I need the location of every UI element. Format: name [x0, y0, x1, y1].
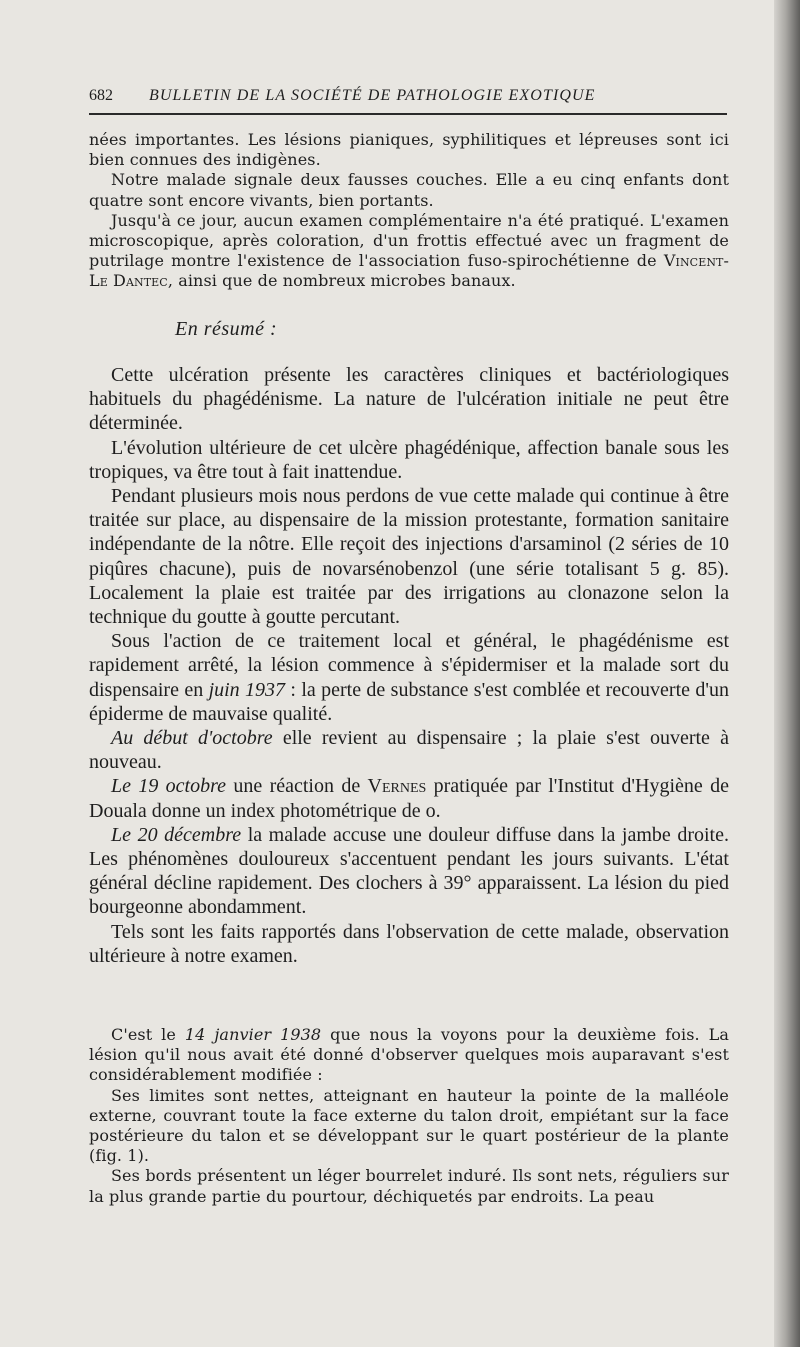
paragraph	[89, 726, 729, 774]
paragraph	[89, 130, 729, 170]
page-number: 682	[89, 87, 113, 104]
page-header	[89, 87, 729, 111]
date-reference: Le 20 décembre	[111, 823, 242, 846]
summary-section	[89, 363, 729, 968]
paragraph-text: Ses limites sont nettes, atteignant en hauteur la pointe de la malléole externe, couvrant toute la face externe du talon droit, empiétant sur la face postérieure du talon et se développant sur le quart postérieur de la plante (fig. 1).	[89, 1085, 729, 1166]
paragraph-text: L'évolution ultérieure de cet ulcère phagédénique, affection banale sous les tropiques, va être tout à fait inattendue.	[89, 436, 729, 483]
running-title: BULLETIN DE LA SOCIÉTÉ DE PATHOLOGIE EXOTIQUE	[149, 87, 596, 104]
paragraph	[89, 1025, 729, 1086]
author-name: Vernes	[367, 775, 427, 798]
paragraph-text: nées importantes. Les lésions pianiques, syphilitiques et lépreuses sont ici bien connues des indigènes.	[89, 130, 729, 170]
paragraph-text: Pendant plusieurs mois nous perdons de vue cette malade qui continue à être traitée sur place, au dispensaire de la mission protestante, formation sanitaire indépendante de la nôtre. Elle reçoit des injections d'arsaminol (2 séries de 10 piqûres chacune), puis de novarsénobenzol (une série totalisant 5 g. 85). Localement la plaie est traitée par des irrigations au clonazone selon la technique du goutte à goutte percutant.	[89, 485, 729, 629]
page-edge-shadow	[774, 0, 800, 1347]
paragraph	[89, 1086, 729, 1167]
paragraph	[89, 484, 729, 629]
paragraph-text: , ainsi que de nombreux microbes banaux.	[167, 271, 516, 291]
intro-section	[89, 130, 729, 292]
paragraph-text: que nous la voyons pour la deuxième fois. La lésion qu'il nous avait été donné d'observer quelques mois auparavant s'est considérablement modifiée :	[89, 1025, 729, 1085]
date-reference: Au début d'octobre	[111, 727, 273, 750]
paragraph-text: Jusqu'à ce jour, aucun examen complémentaire n'a été pratiqué. L'examen microscopique, après coloration, d'un frottis effectué avec un fragment de putrilage montre l'existence de l'association fuso-spirochétienne de	[89, 210, 729, 271]
date-reference: Le 19 octobre	[111, 775, 227, 798]
paragraph	[89, 774, 729, 822]
date-reference: juin 1937	[208, 678, 286, 701]
paragraph	[89, 436, 729, 484]
paragraph-text: une réaction de	[226, 775, 368, 798]
date-reference: 14 janvier 1938	[184, 1025, 322, 1044]
header-rule	[89, 113, 727, 115]
section-heading: En résumé :	[175, 318, 278, 340]
paragraph	[89, 211, 729, 292]
paragraph-text: : la perte de substance s'est comblée et recouverte d'un épiderme de mauvaise qualité.	[89, 678, 729, 725]
paragraph	[89, 1166, 729, 1206]
paragraph	[89, 823, 729, 920]
paragraph-text: C'est le	[111, 1025, 185, 1044]
final-section	[89, 1025, 729, 1207]
paragraph-text: Notre malade signale deux fausses couches. Elle a eu cinq enfants dont quatre sont encore vivants, bien portants.	[89, 170, 729, 210]
paragraph	[89, 170, 729, 210]
paragraph	[89, 920, 729, 968]
paragraph-text: pratiquée par l'Institut d'Hygiène de Douala donne un index photométrique de o.	[89, 775, 729, 822]
paragraph-text: Sous l'action de ce traitement local et général, le phagédénisme est rapidement arrêté, la lésion commence à s'épidermiser et la malade sort du dispensaire en	[89, 630, 729, 701]
paragraph	[89, 363, 729, 436]
author-name: Vincent-Le Dantec	[89, 251, 729, 291]
paragraph-text: Ses bords présentent un léger bourrelet induré. Ils sont nets, réguliers sur la plus grande partie du pourtour, déchiquetés par endroits. La peau	[89, 1166, 729, 1206]
paragraph	[89, 629, 729, 726]
paragraph-text: Tels sont les faits rapportés dans l'observation de cette malade, observation ultérieure à notre examen.	[89, 920, 729, 967]
paragraph-text: la malade accuse une douleur diffuse dans la jambe droite. Les phénomènes douloureux s'accentuent pendant les jours suivants. L'état général décline rapidement. Des clochers à 39° apparaissent. La lésion du pied bourgeonne abondamment.	[89, 823, 729, 919]
paragraph-text: Cette ulcération présente les caractères cliniques et bactériologiques habituels du phagédénisme. La nature de l'ulcération initiale ne peut être déterminée.	[89, 364, 729, 435]
paragraph-text: elle revient au dispensaire ; la plaie s'est ouverte à nouveau.	[89, 727, 729, 774]
